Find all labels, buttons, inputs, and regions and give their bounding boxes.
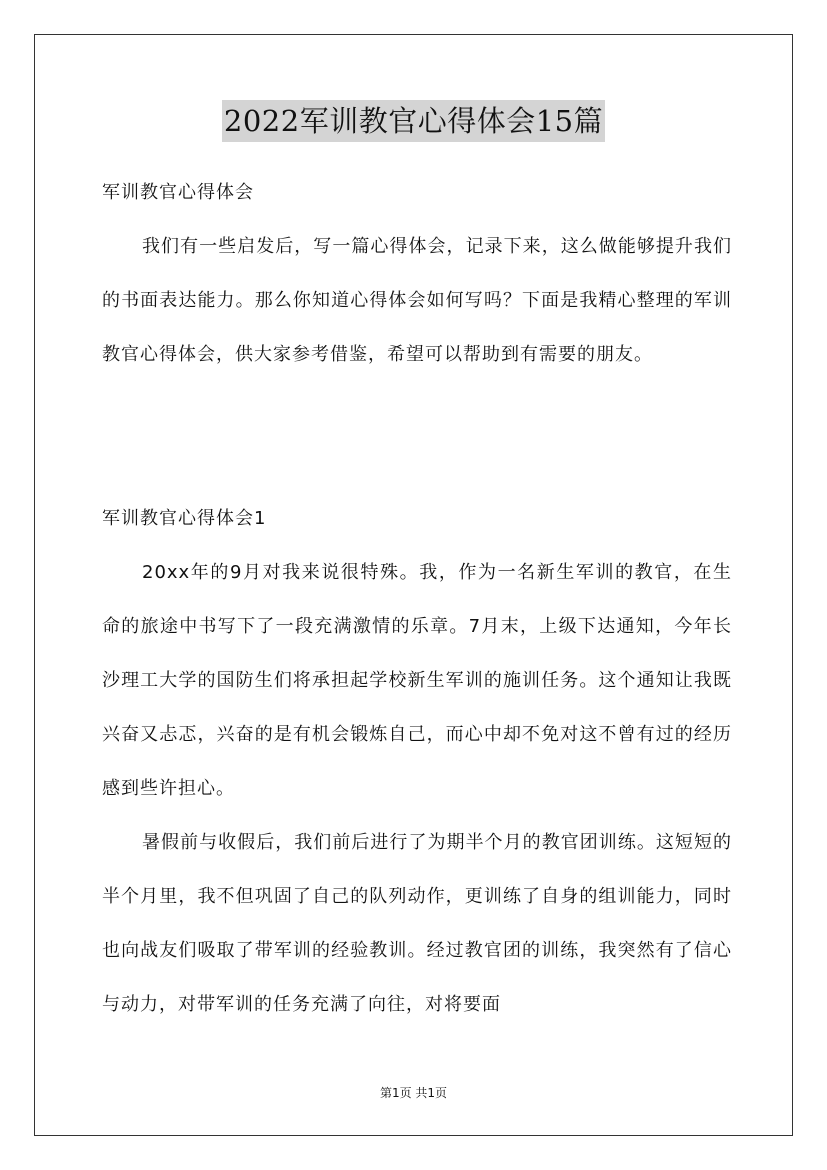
section1-heading: 军训教官心得体会1 <box>102 508 267 529</box>
page-footer: 第1页 共1页 <box>379 1086 448 1100</box>
intro-heading: 军训教官心得体会 <box>102 182 254 203</box>
section1-paragraph-1: 20xx年的9月对我来说很特殊。我，作为一名新生军训的教官，在生命的旅途中书写下了一段充满激情的乐章。7月末，上级下达通知，今年长沙理工大学的国防生们将承担起学校新生军训的施训任务。这个通知让我既兴奋又忐忑，兴奋的是有机会锻炼自己，而心中却不免对这不曾有过的经历感到些许担心。 <box>102 562 732 799</box>
document-title: 2022军训教官心得体会15篇 <box>222 100 605 142</box>
title-container <box>0 100 827 142</box>
intro-paragraph: 我们有一些启发后，写一篇心得体会，记录下来，这么做能够提升我们的书面表达能力。那么你知道心得体会如何写吗？下面是我精心整理的军训教官心得体会，供大家参考借鉴，希望可以帮助到有需要的朋友。 <box>102 236 732 365</box>
section1-paragraph-2: 暑假前与收假后，我们前后进行了为期半个月的教官团训练。这短短的半个月里，我不但巩固了自己的队列动作，更训练了自身的组训能力，同时也向战友们吸取了带军训的经验教训。经过教官团的训练，我突然有了信心与动力，对带军训的任务充满了向往，对将要面 <box>102 832 732 1015</box>
